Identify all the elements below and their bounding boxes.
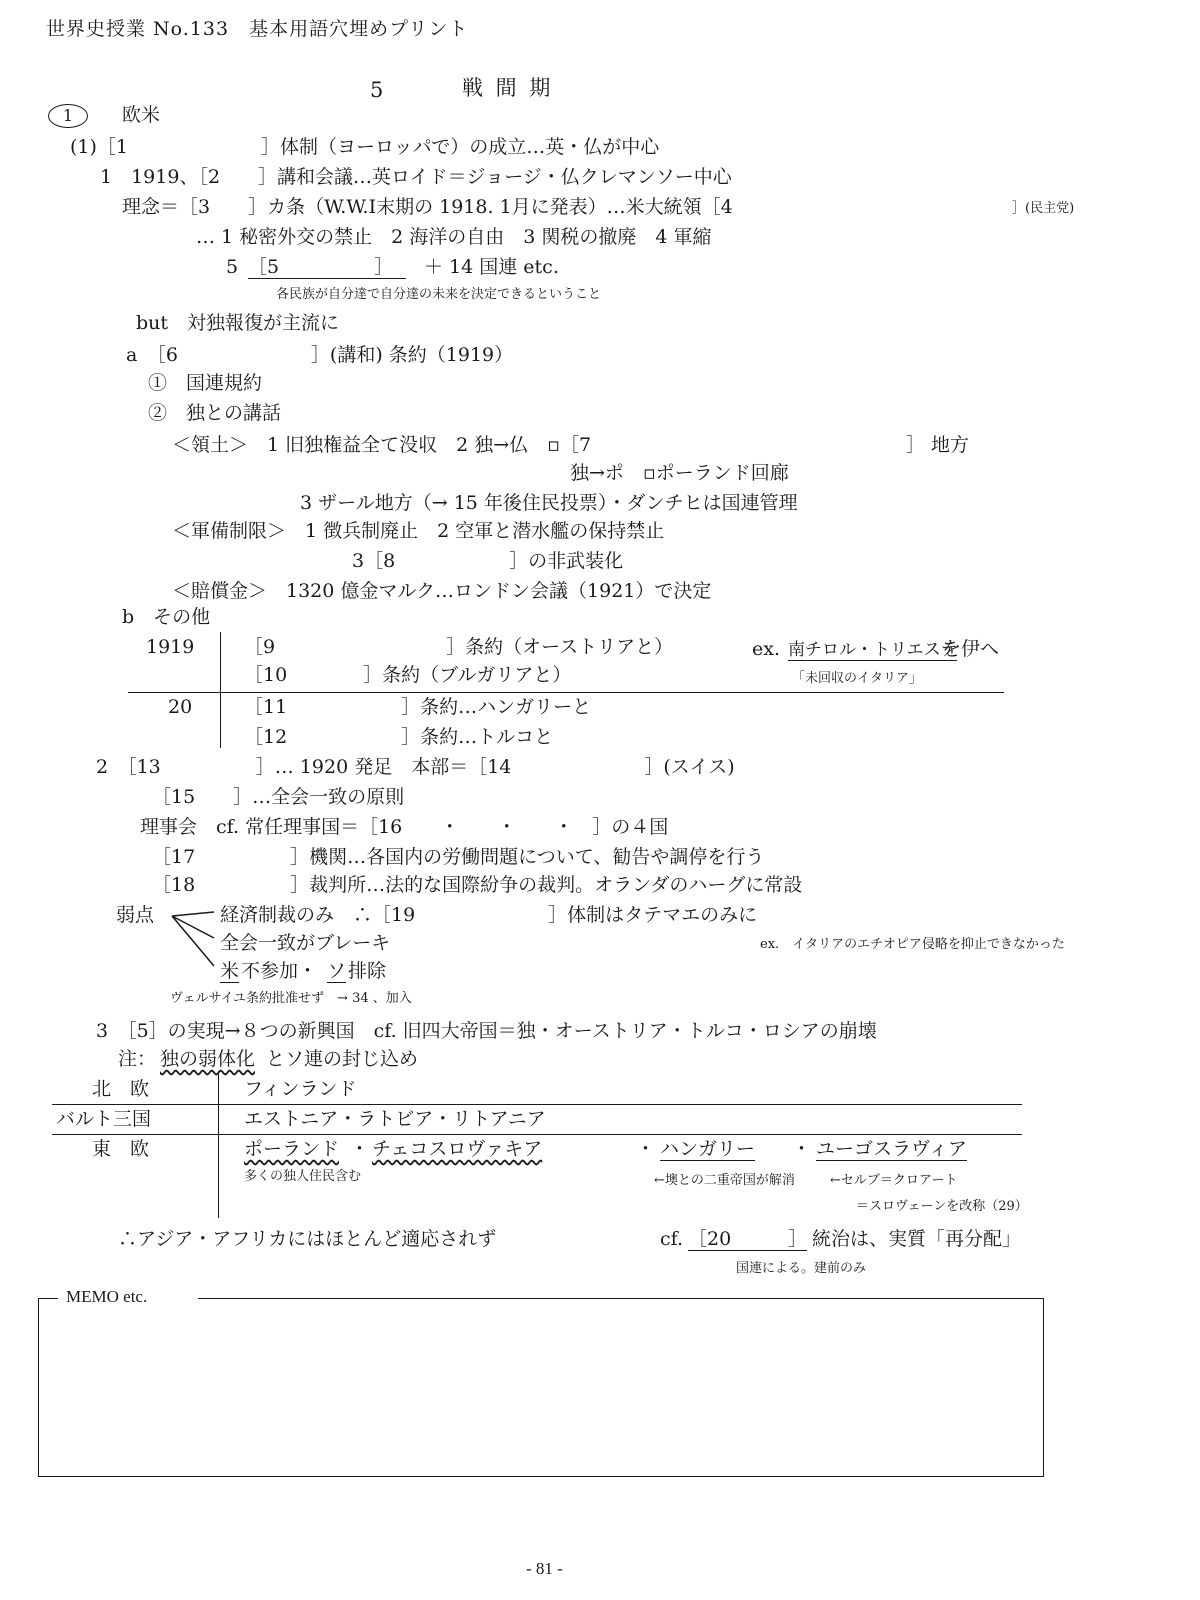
yugoslavia-note-2: ＝スロヴェーンを改称（29） (856, 1199, 1028, 1214)
states-divider-1 (52, 1104, 1022, 1105)
line-1: (1)［1 ］体制（ヨーロッパで）の成立…英・仏が中心 (70, 136, 660, 158)
weakness-3-us: 米 (220, 960, 240, 982)
state-yugoslavia: ユーゴスラヴィア (816, 1138, 967, 1160)
line-7: but 対独報復が主流に (136, 312, 340, 334)
weakness-note: ヴェルサイユ条約批准せず → 34 、加入 (170, 991, 412, 1006)
weakness-3-text: 不参加・ (241, 960, 318, 982)
state-sep-3: ・ (792, 1138, 812, 1160)
line-17: b その他 (122, 606, 211, 628)
line-23: 3 ［5］の実現→８つの新興国 cf. 旧四大帝国＝独・オーストリア・トルコ・ロシアの崩壊 (96, 1020, 877, 1042)
line-14: ＜軍備制限＞ 1 徴兵制廃止 2 空軍と潜水艦の保持禁止 (172, 520, 665, 542)
line-25-cf: cf. (660, 1228, 684, 1250)
state-sep-2: ・ (636, 1138, 656, 1160)
memo-box[interactable] (38, 1298, 1044, 1477)
hungary-note: ←墺との二重帝国が解消 (654, 1173, 795, 1188)
example-1-prefix: ex. (752, 638, 780, 660)
line-19: ［15 ］…全会一致の原則 (152, 786, 405, 808)
line-24-emphasis: 独の弱体化 (160, 1048, 256, 1070)
poland-note: 多くの独人住民含む (244, 1169, 362, 1184)
line-11: ＜領土＞ 1 旧独権益全て没収 2 独→仏 ▫［7 (172, 434, 592, 456)
line-10: ② 独との講話 (148, 402, 282, 424)
weakness-3-end: 排除 (348, 960, 387, 982)
line-11-end: ］ 地方 (906, 434, 970, 456)
region-north: 北 欧 (92, 1078, 150, 1100)
line-21: ［17 ］機関…各国内の労働問題について、勧告や調停を行う (152, 846, 765, 868)
line-25: ∴アジア・アフリカにはほとんど適応されず (118, 1228, 497, 1250)
line-12: 独→ポ ▫ポーランド回廊 (570, 462, 789, 484)
line-3-end: ］(民主党) (1012, 201, 1075, 216)
yugoslavia-note-1: ←セルブ＝クロアート (830, 1173, 958, 1188)
page-number: - 81 - (526, 1559, 563, 1578)
line-16: ＜賠償金＞ 1320 億金マルク…ロンドン会議（1921）で決定 (172, 580, 712, 602)
weakness-example: ex. イタリアのエチオピア侵略を抑止できなかった (760, 937, 1065, 952)
state-hungary: ハンガリー (660, 1138, 756, 1160)
weakness-3-soviet: ソ (327, 960, 347, 982)
line-25-rest: 統治は、実質「再分配」 (812, 1228, 1022, 1250)
region-baltic: バルト三国 (56, 1108, 152, 1130)
year-20: 20 (168, 696, 193, 718)
table-divider-vertical (220, 632, 221, 748)
weakness-bracket (170, 906, 220, 986)
weakness-1: 経済制裁のみ ∴［19 ］体制はタテマエのみに (220, 904, 758, 926)
line-20: 理事会 cf. 常任理事国＝［16 ・ ・ ・ ］の４国 (140, 816, 669, 838)
table-divider-horizontal (128, 692, 1004, 693)
chapter-title: 戦 間 期 (462, 76, 554, 100)
region-east: 東 欧 (92, 1138, 150, 1160)
year-1919: 1919 (146, 636, 195, 658)
line-8: a ［6 ］(講和) 条約（1919） (126, 344, 514, 366)
line-2: 1 1919、［2 ］講和会議…英ロイド＝ジョージ・仏クレマンソー中心 (100, 166, 732, 188)
handwritten-note-1: 各民族が自分達で自分達の未来を決定できるということ (276, 287, 602, 302)
state-poland: ポーランド (244, 1138, 340, 1160)
mandate-note: 国連による。建前のみ (736, 1261, 867, 1276)
line-4: … 1 秘密外交の禁止 2 海洋の自由 3 関税の撤廃 4 軍縮 (196, 226, 712, 248)
unredeemed-italy: 「未回収のイタリア」 (792, 671, 923, 686)
line-24-rest: とソ連の封じ込め (266, 1048, 419, 1070)
section-label: 欧米 (122, 104, 161, 126)
weakness-label: 弱点 (116, 904, 155, 926)
states-divider-vertical (218, 1074, 219, 1218)
weakness-2: 全会一致がブレーキ (220, 932, 391, 954)
treaty-9: ［9 ］条約（オーストリアと） (244, 636, 674, 658)
section-marker: 1 (48, 104, 88, 128)
line-18: 2 ［13 ］… 1920 発足 本部＝［14 ］(スイス) (96, 756, 735, 778)
treaty-11: ［11 ］条約…ハンガリーと (244, 696, 592, 718)
states-north: フィンランド (244, 1078, 357, 1100)
line-22: ［18 ］裁判所…法的な国際紛争の裁判。オランダのハーグに常設 (152, 874, 803, 896)
line-13: 3 ザール地方（→ 15 年後住民投票）・ダンチヒは国連管理 (300, 492, 798, 514)
line-9: ① 国連規約 (148, 372, 263, 394)
example-1-region: 南チロル・トリエステ (788, 640, 958, 660)
chapter-number: 5 (370, 78, 384, 102)
treaty-10: ［10 ］条約（ブルガリアと） (244, 664, 572, 686)
line-15: 3［8 ］の非武装化 (352, 550, 624, 572)
line-5-num: 5 (226, 256, 239, 278)
blank-20: ［20 ］ (688, 1228, 808, 1250)
states-baltic: エストニア・ラトビア・リトアニア (244, 1108, 546, 1130)
blank-5: ［5 ］ (248, 258, 406, 279)
memo-label: MEMO etc. (66, 1287, 148, 1306)
line-24-prefix: 注： (118, 1048, 157, 1070)
line-5-rest: ＋ 14 国連 etc. (424, 256, 559, 278)
states-divider-2 (52, 1134, 1022, 1135)
treaty-12: ［12 ］条約…トルコと (244, 726, 554, 748)
example-1-suffix: を伊へ (942, 638, 1000, 660)
line-3: 理念＝［3 ］カ条（W.W.Ⅰ末期の 1918. 1月に発表）…米大統領［4 (122, 196, 733, 218)
page-header: 世界史授業 No.133 基本用語穴埋めプリント (46, 18, 469, 40)
state-sep-1: ・ (350, 1138, 370, 1160)
state-czech: チェコスロヴァキア (372, 1138, 543, 1160)
